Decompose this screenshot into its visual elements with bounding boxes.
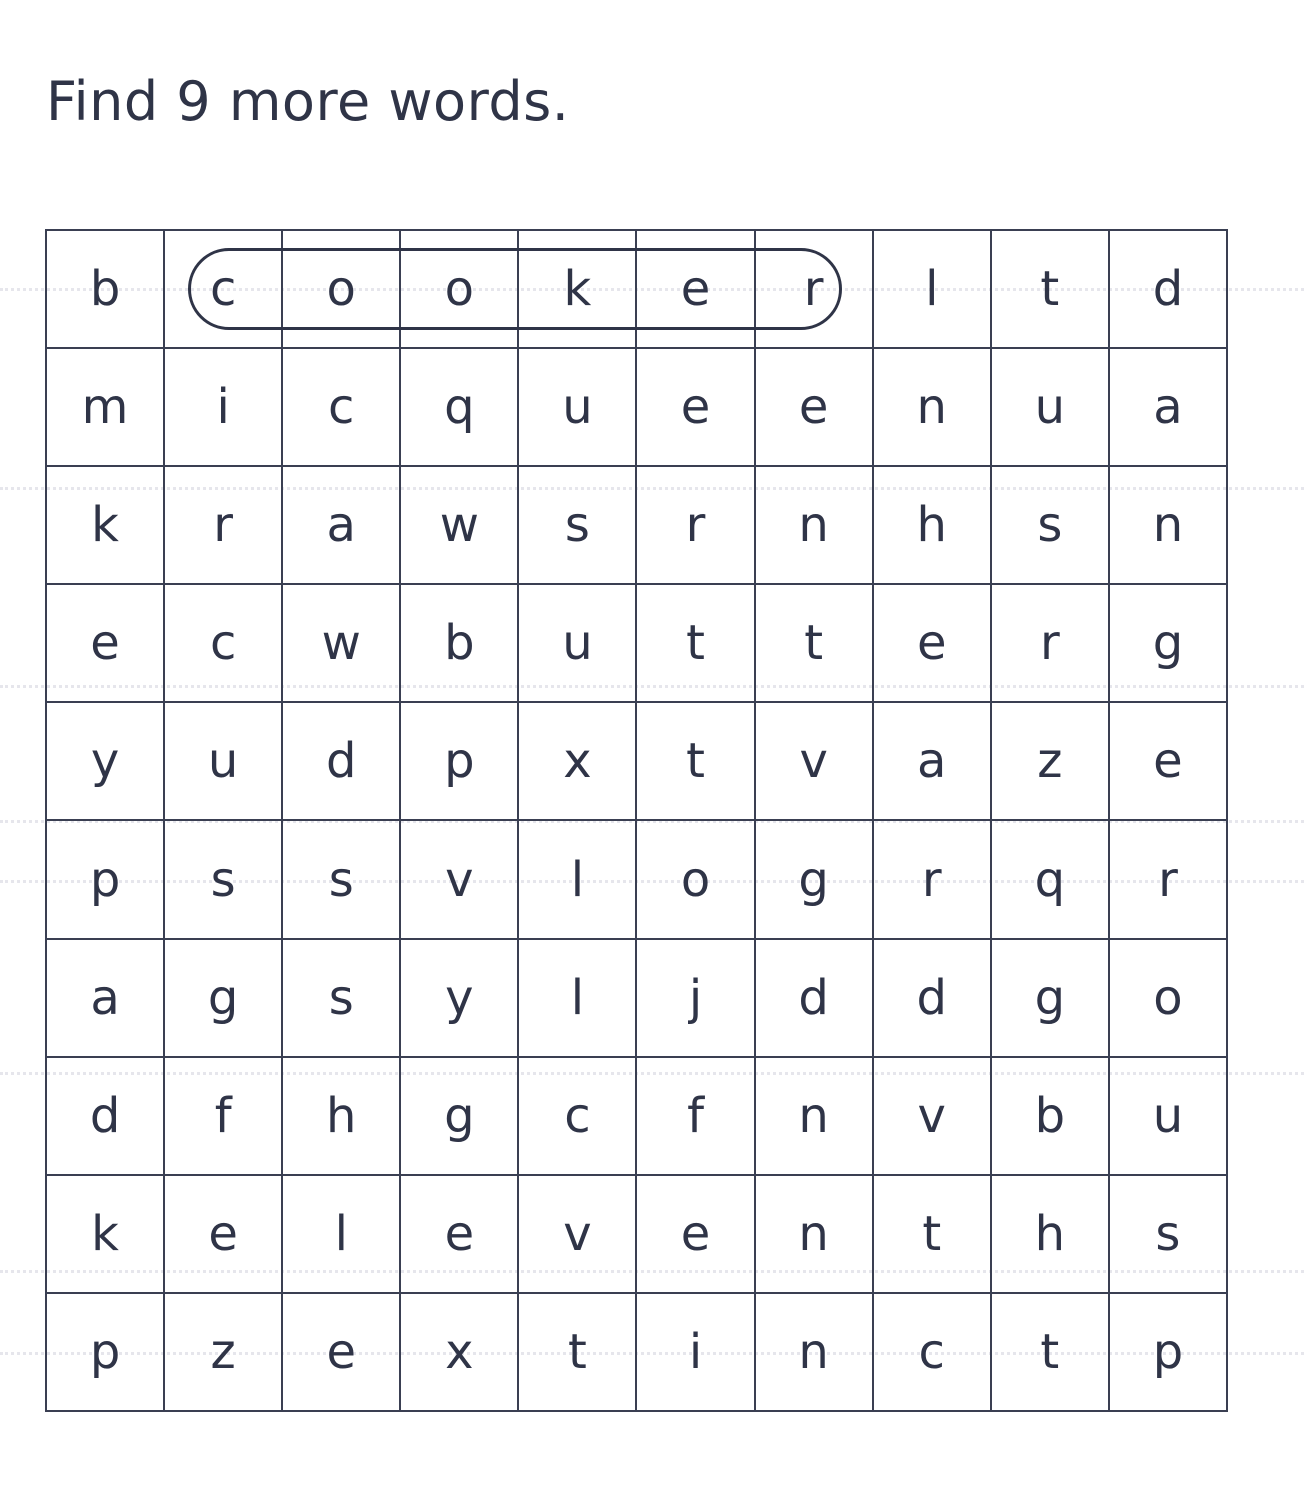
grid-cell-r3-c6[interactable]: t [756, 585, 874, 703]
grid-cell-r4-c6[interactable]: v [756, 703, 874, 821]
grid-cell-r2-c0[interactable]: k [47, 467, 165, 585]
grid-cell-r6-c8[interactable]: g [992, 940, 1110, 1058]
grid-cell-r8-c7[interactable]: t [874, 1176, 992, 1294]
grid-cell-r3-c9[interactable]: g [1110, 585, 1228, 703]
grid-cell-r6-c9[interactable]: o [1110, 940, 1228, 1058]
grid-cell-r4-c1[interactable]: u [165, 703, 283, 821]
grid-cell-r4-c4[interactable]: x [519, 703, 637, 821]
grid-cell-r6-c5[interactable]: j [637, 940, 755, 1058]
grid-cell-r1-c0[interactable]: m [47, 349, 165, 467]
grid-cell-r9-c0[interactable]: p [47, 1294, 165, 1412]
grid-cell-r6-c6[interactable]: d [756, 940, 874, 1058]
grid-cell-r2-c8[interactable]: s [992, 467, 1110, 585]
grid-cell-r3-c3[interactable]: b [401, 585, 519, 703]
grid-cell-r5-c6[interactable]: g [756, 821, 874, 939]
grid-cell-r2-c4[interactable]: s [519, 467, 637, 585]
grid-cell-r8-c6[interactable]: n [756, 1176, 874, 1294]
grid-cell-r4-c9[interactable]: e [1110, 703, 1228, 821]
grid-cell-r0-c7[interactable]: l [874, 231, 992, 349]
grid-cell-r9-c5[interactable]: i [637, 1294, 755, 1412]
grid-cell-r9-c8[interactable]: t [992, 1294, 1110, 1412]
grid-cell-r7-c4[interactable]: c [519, 1058, 637, 1176]
grid-cell-r5-c9[interactable]: r [1110, 821, 1228, 939]
grid-cell-r1-c3[interactable]: q [401, 349, 519, 467]
grid-cell-r6-c7[interactable]: d [874, 940, 992, 1058]
grid-cell-r0-c5[interactable]: e [637, 231, 755, 349]
grid-cell-r5-c4[interactable]: l [519, 821, 637, 939]
grid-cell-r7-c9[interactable]: u [1110, 1058, 1228, 1176]
grid-cell-r6-c2[interactable]: s [283, 940, 401, 1058]
grid-cell-r3-c2[interactable]: w [283, 585, 401, 703]
grid-cell-r5-c0[interactable]: p [47, 821, 165, 939]
grid-cell-r0-c3[interactable]: o [401, 231, 519, 349]
grid-cell-r7-c2[interactable]: h [283, 1058, 401, 1176]
grid-cell-r1-c1[interactable]: i [165, 349, 283, 467]
grid-cell-r2-c5[interactable]: r [637, 467, 755, 585]
grid-cell-r9-c2[interactable]: e [283, 1294, 401, 1412]
grid-cell-r0-c9[interactable]: d [1110, 231, 1228, 349]
grid-cell-r9-c7[interactable]: c [874, 1294, 992, 1412]
grid-cell-r0-c6[interactable]: r [756, 231, 874, 349]
grid-cell-r3-c0[interactable]: e [47, 585, 165, 703]
grid-cell-r7-c0[interactable]: d [47, 1058, 165, 1176]
grid-cell-r1-c6[interactable]: e [756, 349, 874, 467]
grid-cell-r2-c6[interactable]: n [756, 467, 874, 585]
grid-cell-r6-c3[interactable]: y [401, 940, 519, 1058]
grid-cell-r3-c5[interactable]: t [637, 585, 755, 703]
grid-cell-r5-c8[interactable]: q [992, 821, 1110, 939]
grid-cell-r2-c3[interactable]: w [401, 467, 519, 585]
grid-cell-r8-c5[interactable]: e [637, 1176, 755, 1294]
grid-cell-r6-c1[interactable]: g [165, 940, 283, 1058]
grid-cell-r8-c9[interactable]: s [1110, 1176, 1228, 1294]
grid-cell-r7-c6[interactable]: n [756, 1058, 874, 1176]
grid-cell-r4-c8[interactable]: z [992, 703, 1110, 821]
grid-cell-r8-c4[interactable]: v [519, 1176, 637, 1294]
grid-cell-r1-c9[interactable]: a [1110, 349, 1228, 467]
grid-cell-r5-c1[interactable]: s [165, 821, 283, 939]
grid-cell-r5-c3[interactable]: v [401, 821, 519, 939]
grid-cell-r9-c3[interactable]: x [401, 1294, 519, 1412]
grid-cell-r8-c8[interactable]: h [992, 1176, 1110, 1294]
grid-cell-r4-c0[interactable]: y [47, 703, 165, 821]
grid-cell-r5-c7[interactable]: r [874, 821, 992, 939]
grid-cell-r8-c3[interactable]: e [401, 1176, 519, 1294]
grid-cell-r7-c7[interactable]: v [874, 1058, 992, 1176]
grid-cell-r7-c3[interactable]: g [401, 1058, 519, 1176]
grid-cell-r2-c1[interactable]: r [165, 467, 283, 585]
grid-cell-r3-c8[interactable]: r [992, 585, 1110, 703]
grid-cell-r2-c2[interactable]: a [283, 467, 401, 585]
grid-cell-r9-c1[interactable]: z [165, 1294, 283, 1412]
grid-cell-r6-c4[interactable]: l [519, 940, 637, 1058]
grid-cell-r7-c1[interactable]: f [165, 1058, 283, 1176]
grid-cell-r3-c7[interactable]: e [874, 585, 992, 703]
grid-cell-r1-c4[interactable]: u [519, 349, 637, 467]
instruction-heading: Find 9 more words. [46, 70, 570, 133]
grid-cell-r2-c7[interactable]: h [874, 467, 992, 585]
word-search-grid [45, 229, 1228, 1412]
grid-cell-r0-c1[interactable]: c [165, 231, 283, 349]
grid-cell-r0-c4[interactable]: k [519, 231, 637, 349]
grid-cell-r7-c5[interactable]: f [637, 1058, 755, 1176]
grid-cell-r8-c2[interactable]: l [283, 1176, 401, 1294]
grid-cell-r9-c4[interactable]: t [519, 1294, 637, 1412]
grid-cell-r0-c0[interactable]: b [47, 231, 165, 349]
grid-cell-r6-c0[interactable]: a [47, 940, 165, 1058]
grid-cell-r4-c5[interactable]: t [637, 703, 755, 821]
grid-cell-r4-c3[interactable]: p [401, 703, 519, 821]
grid-cell-r5-c2[interactable]: s [283, 821, 401, 939]
grid-cell-r3-c4[interactable]: u [519, 585, 637, 703]
grid-cell-r3-c1[interactable]: c [165, 585, 283, 703]
grid-cell-r4-c7[interactable]: a [874, 703, 992, 821]
grid-cell-r0-c8[interactable]: t [992, 231, 1110, 349]
grid-cell-r2-c9[interactable]: n [1110, 467, 1228, 585]
grid-cell-r1-c5[interactable]: e [637, 349, 755, 467]
grid-cell-r8-c1[interactable]: e [165, 1176, 283, 1294]
grid-cell-r1-c2[interactable]: c [283, 349, 401, 467]
grid-cell-r1-c7[interactable]: n [874, 349, 992, 467]
grid-cell-r9-c6[interactable]: n [756, 1294, 874, 1412]
grid-cell-r4-c2[interactable]: d [283, 703, 401, 821]
grid-cell-r1-c8[interactable]: u [992, 349, 1110, 467]
grid-cell-r8-c0[interactable]: k [47, 1176, 165, 1294]
grid-cell-r7-c8[interactable]: b [992, 1058, 1110, 1176]
grid-cell-r5-c5[interactable]: o [637, 821, 755, 939]
grid-cell-r0-c2[interactable]: o [283, 231, 401, 349]
grid-cell-r9-c9[interactable]: p [1110, 1294, 1228, 1412]
